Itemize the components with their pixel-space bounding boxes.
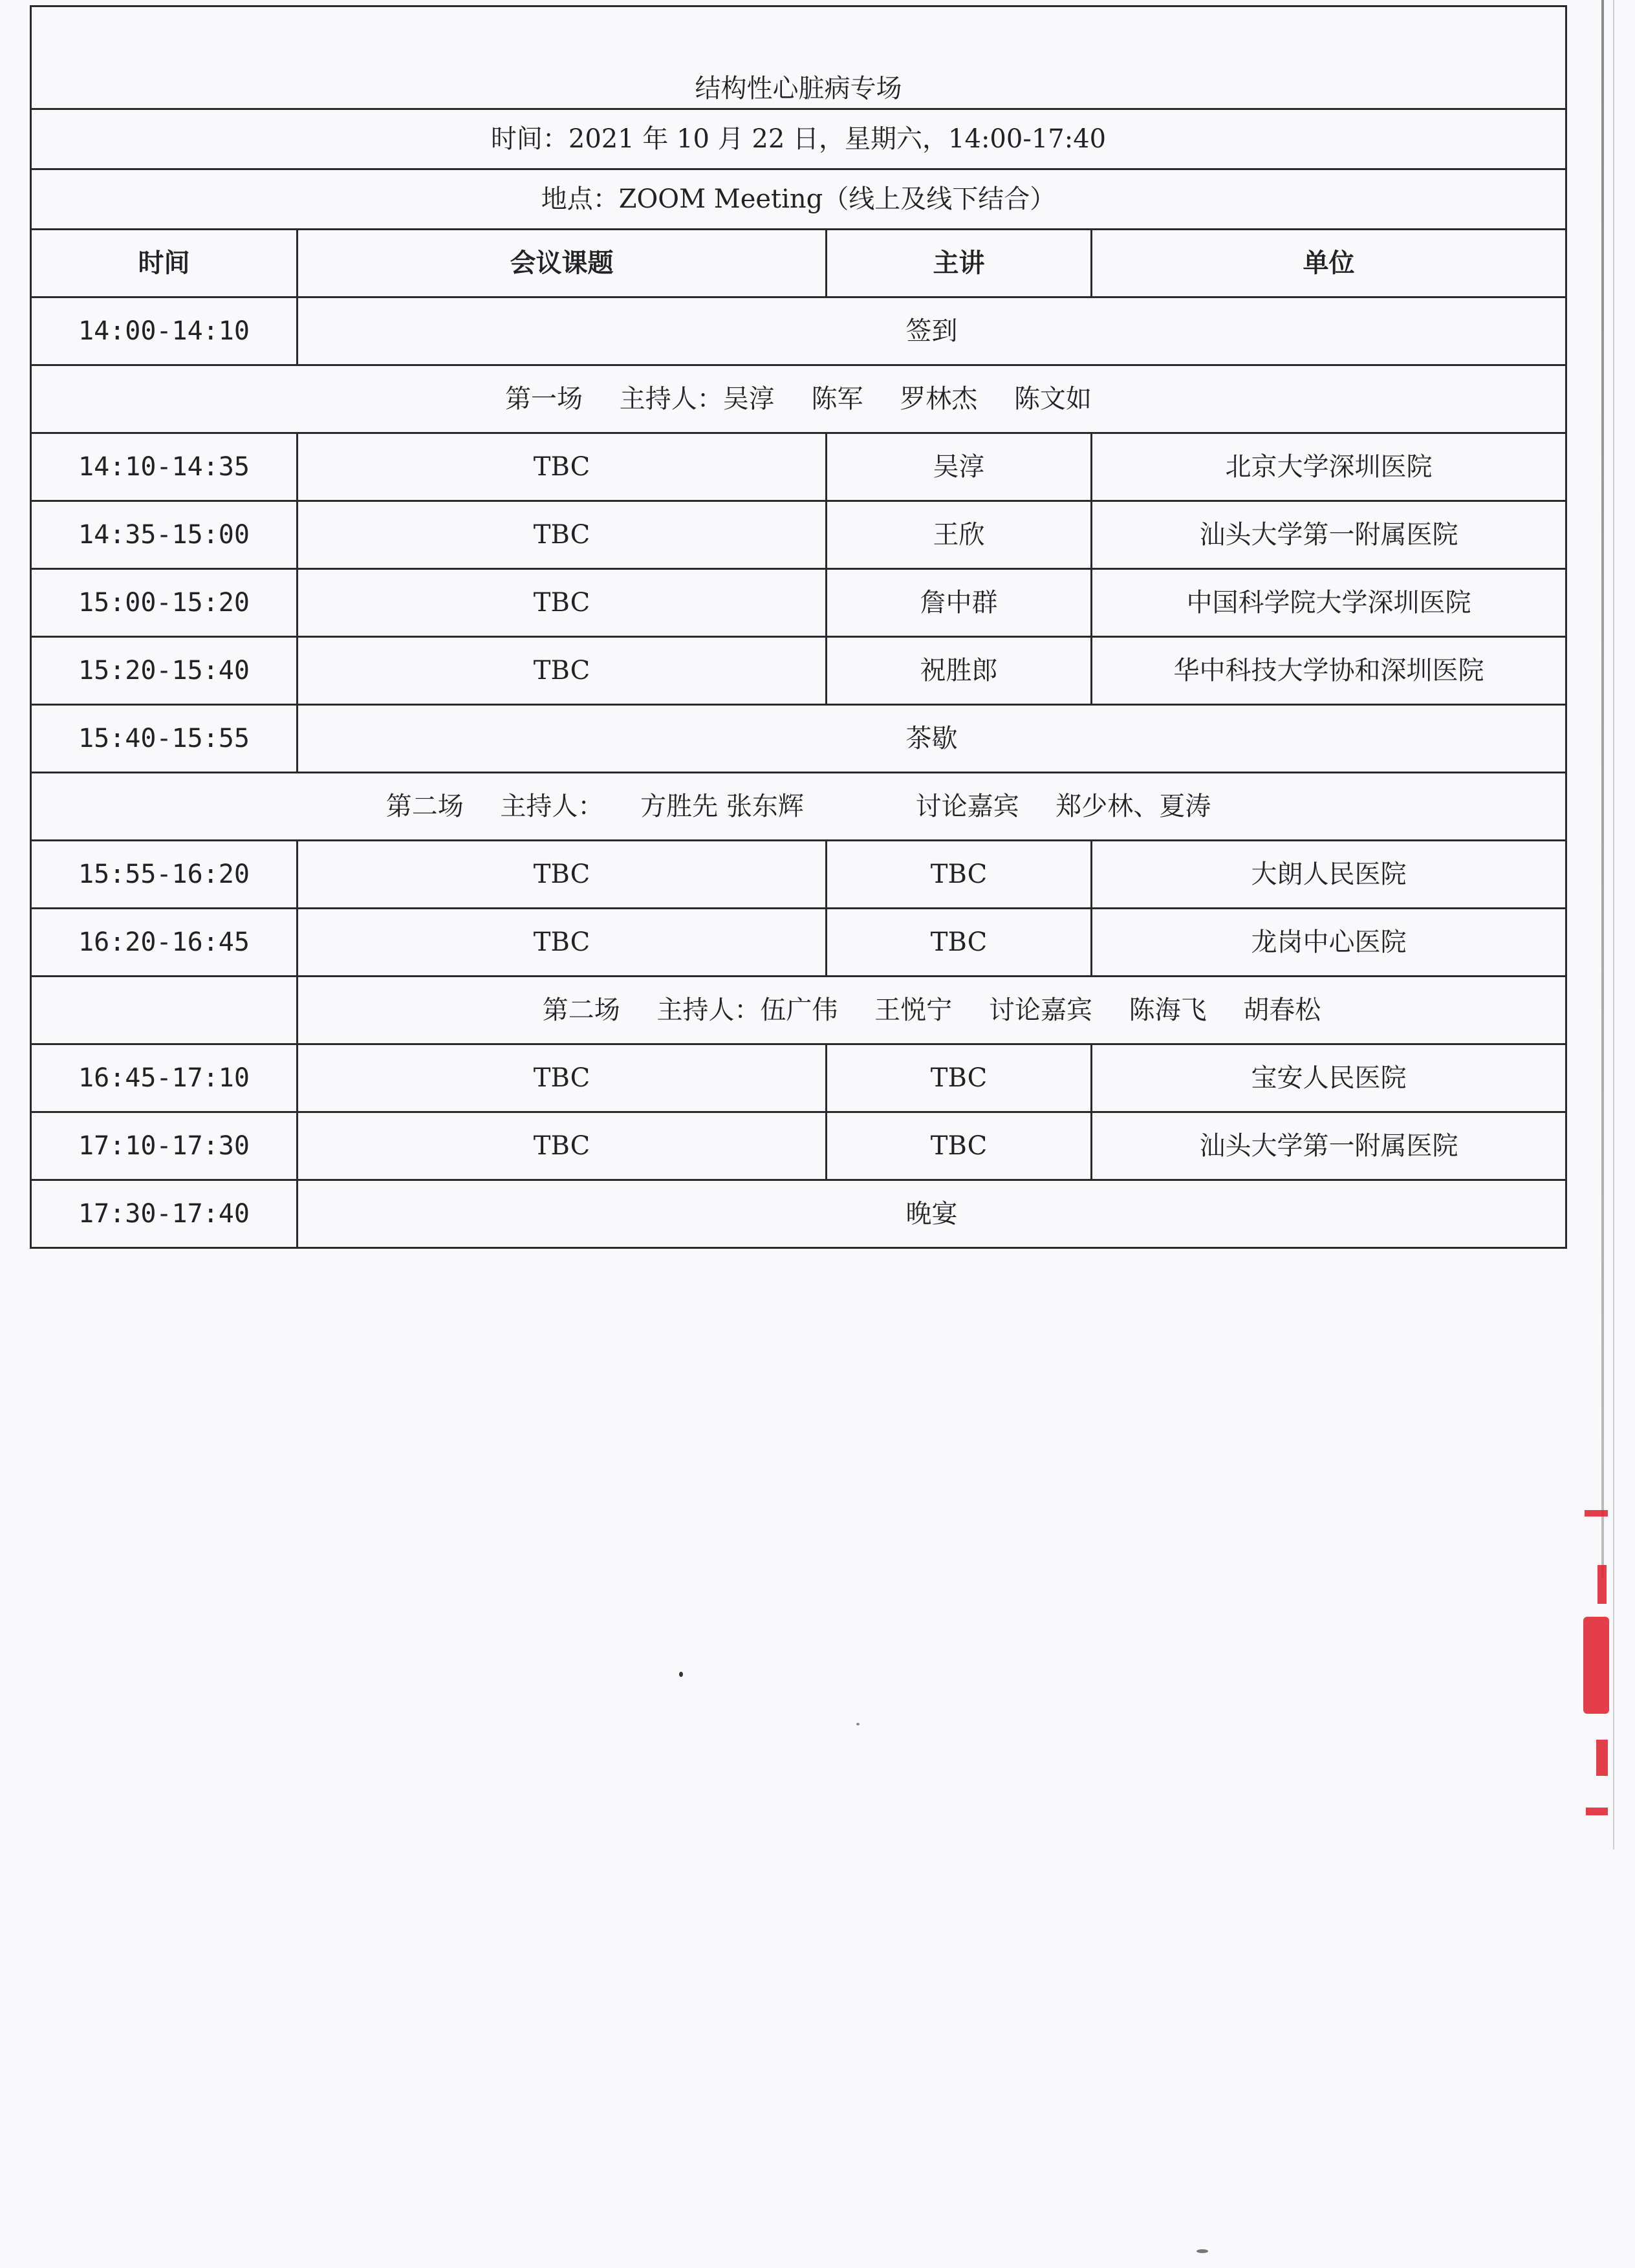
unit-cell: 龙岗中心医院	[1092, 909, 1566, 977]
table-row	[31, 569, 1566, 637]
speck-mark	[856, 1723, 860, 1725]
signin-cell: 签到	[298, 297, 1566, 365]
paper-edge-line	[1613, 0, 1614, 1850]
time-cell: 15:55-16:20	[31, 841, 298, 909]
topic-cell: TBC	[298, 637, 827, 705]
location-line: 地点：ZOOM Meeting（线上及线下结合）	[31, 169, 1566, 230]
topic-cell: TBC	[298, 909, 827, 977]
time-cell: 15:00-15:20	[31, 569, 298, 637]
unit-cell: 汕头大学第一附属医院	[1092, 501, 1566, 569]
paper-edge-shadow	[1601, 0, 1604, 1578]
table-row	[31, 1044, 1566, 1112]
dinner-row	[31, 1180, 1566, 1248]
unit-cell: 汕头大学第一附属医院	[1092, 1112, 1566, 1180]
session-2-header	[31, 773, 1566, 841]
tea-break-cell: 茶歇	[298, 705, 1566, 773]
schedule-table	[30, 5, 1567, 1249]
topic-cell: TBC	[298, 569, 827, 637]
tea-break-row	[31, 705, 1566, 773]
session-1-host: 吴淳	[722, 384, 775, 414]
table-row	[31, 1112, 1566, 1180]
speck-mark	[679, 1672, 683, 1677]
topic-cell: TBC	[298, 501, 827, 569]
column-header-time: 时间	[31, 230, 298, 297]
time-cell: 14:35-15:00	[31, 501, 298, 569]
session-1-host-label: 主持人：	[619, 384, 723, 414]
signin-row	[31, 297, 1566, 365]
speck-mark	[1196, 2249, 1208, 2253]
session-3-guest: 胡春松	[1243, 995, 1321, 1025]
empty-cell	[31, 977, 298, 1044]
page-title: 结构性心脏病专场	[31, 6, 1566, 109]
unit-cell: 大朗人民医院	[1092, 841, 1566, 909]
speaker-cell: 祝胜郎	[827, 637, 1092, 705]
time-cell: 14:10-14:35	[31, 433, 298, 501]
time-cell: 15:40-15:55	[31, 705, 298, 773]
speaker-cell: TBC	[827, 909, 1092, 977]
unit-cell: 北京大学深圳医院	[1092, 433, 1566, 501]
table-row	[31, 841, 1566, 909]
session-3-guest-label: 讨论嘉宾	[988, 995, 1092, 1025]
date-row	[31, 109, 1566, 169]
session-2-host-label: 主持人：	[500, 792, 604, 821]
table-row	[31, 909, 1566, 977]
session-3-host-label: 主持人：	[656, 995, 761, 1025]
location-row	[31, 169, 1566, 230]
session-3-label: 第二场	[542, 995, 620, 1025]
session-3-guest: 陈海飞	[1129, 995, 1207, 1025]
time-cell: 16:20-16:45	[31, 909, 298, 977]
time-cell: 17:30-17:40	[31, 1180, 298, 1248]
speaker-cell: TBC	[827, 1044, 1092, 1112]
session-3-row	[31, 977, 1566, 1044]
session-2-row	[31, 773, 1566, 841]
table-row	[31, 433, 1566, 501]
header-row	[31, 230, 1566, 297]
session-1-host: 陈文如	[1013, 384, 1092, 414]
topic-cell: TBC	[298, 1112, 827, 1180]
session-3-host: 伍广伟	[760, 995, 838, 1025]
date-line: 时间：2021 年 10 月 22 日，星期六，14:00-17:40	[31, 109, 1566, 169]
dinner-cell: 晚宴	[298, 1180, 1566, 1248]
session-3-host: 王悦宁	[874, 995, 953, 1025]
topic-cell: TBC	[298, 1044, 827, 1112]
session-1-host: 陈军	[811, 384, 863, 414]
time-cell: 14:00-14:10	[31, 297, 298, 365]
speaker-cell: 吴淳	[827, 433, 1092, 501]
speaker-cell: TBC	[827, 841, 1092, 909]
session-2-guest-label: 讨论嘉宾	[915, 792, 1019, 821]
session-2-guests: 郑少林、夏涛	[1056, 792, 1211, 821]
column-header-topic: 会议课题	[298, 230, 827, 297]
speaker-cell: 詹中群	[827, 569, 1092, 637]
table-row	[31, 637, 1566, 705]
topic-cell: TBC	[298, 841, 827, 909]
speaker-cell: TBC	[827, 1112, 1092, 1180]
time-cell: 17:10-17:30	[31, 1112, 298, 1180]
unit-cell: 中国科学院大学深圳医院	[1092, 569, 1566, 637]
column-header-unit: 单位	[1092, 230, 1566, 297]
unit-cell: 宝安人民医院	[1092, 1044, 1566, 1112]
topic-cell: TBC	[298, 433, 827, 501]
session-2-label: 第二场	[385, 792, 464, 821]
session-3-header	[298, 977, 1566, 1044]
title-row	[31, 6, 1566, 109]
session-1-label: 第一场	[505, 384, 583, 414]
session-1-header	[31, 365, 1566, 433]
column-header-speaker: 主讲	[827, 230, 1092, 297]
session-1-row	[31, 365, 1566, 433]
time-cell: 15:20-15:40	[31, 637, 298, 705]
speaker-cell: 王欣	[827, 501, 1092, 569]
session-1-host: 罗林杰	[900, 384, 978, 414]
session-2-hosts: 方胜先 张东辉	[640, 792, 804, 821]
table-row	[31, 501, 1566, 569]
unit-cell: 华中科技大学协和深圳医院	[1092, 637, 1566, 705]
time-cell: 16:45-17:10	[31, 1044, 298, 1112]
